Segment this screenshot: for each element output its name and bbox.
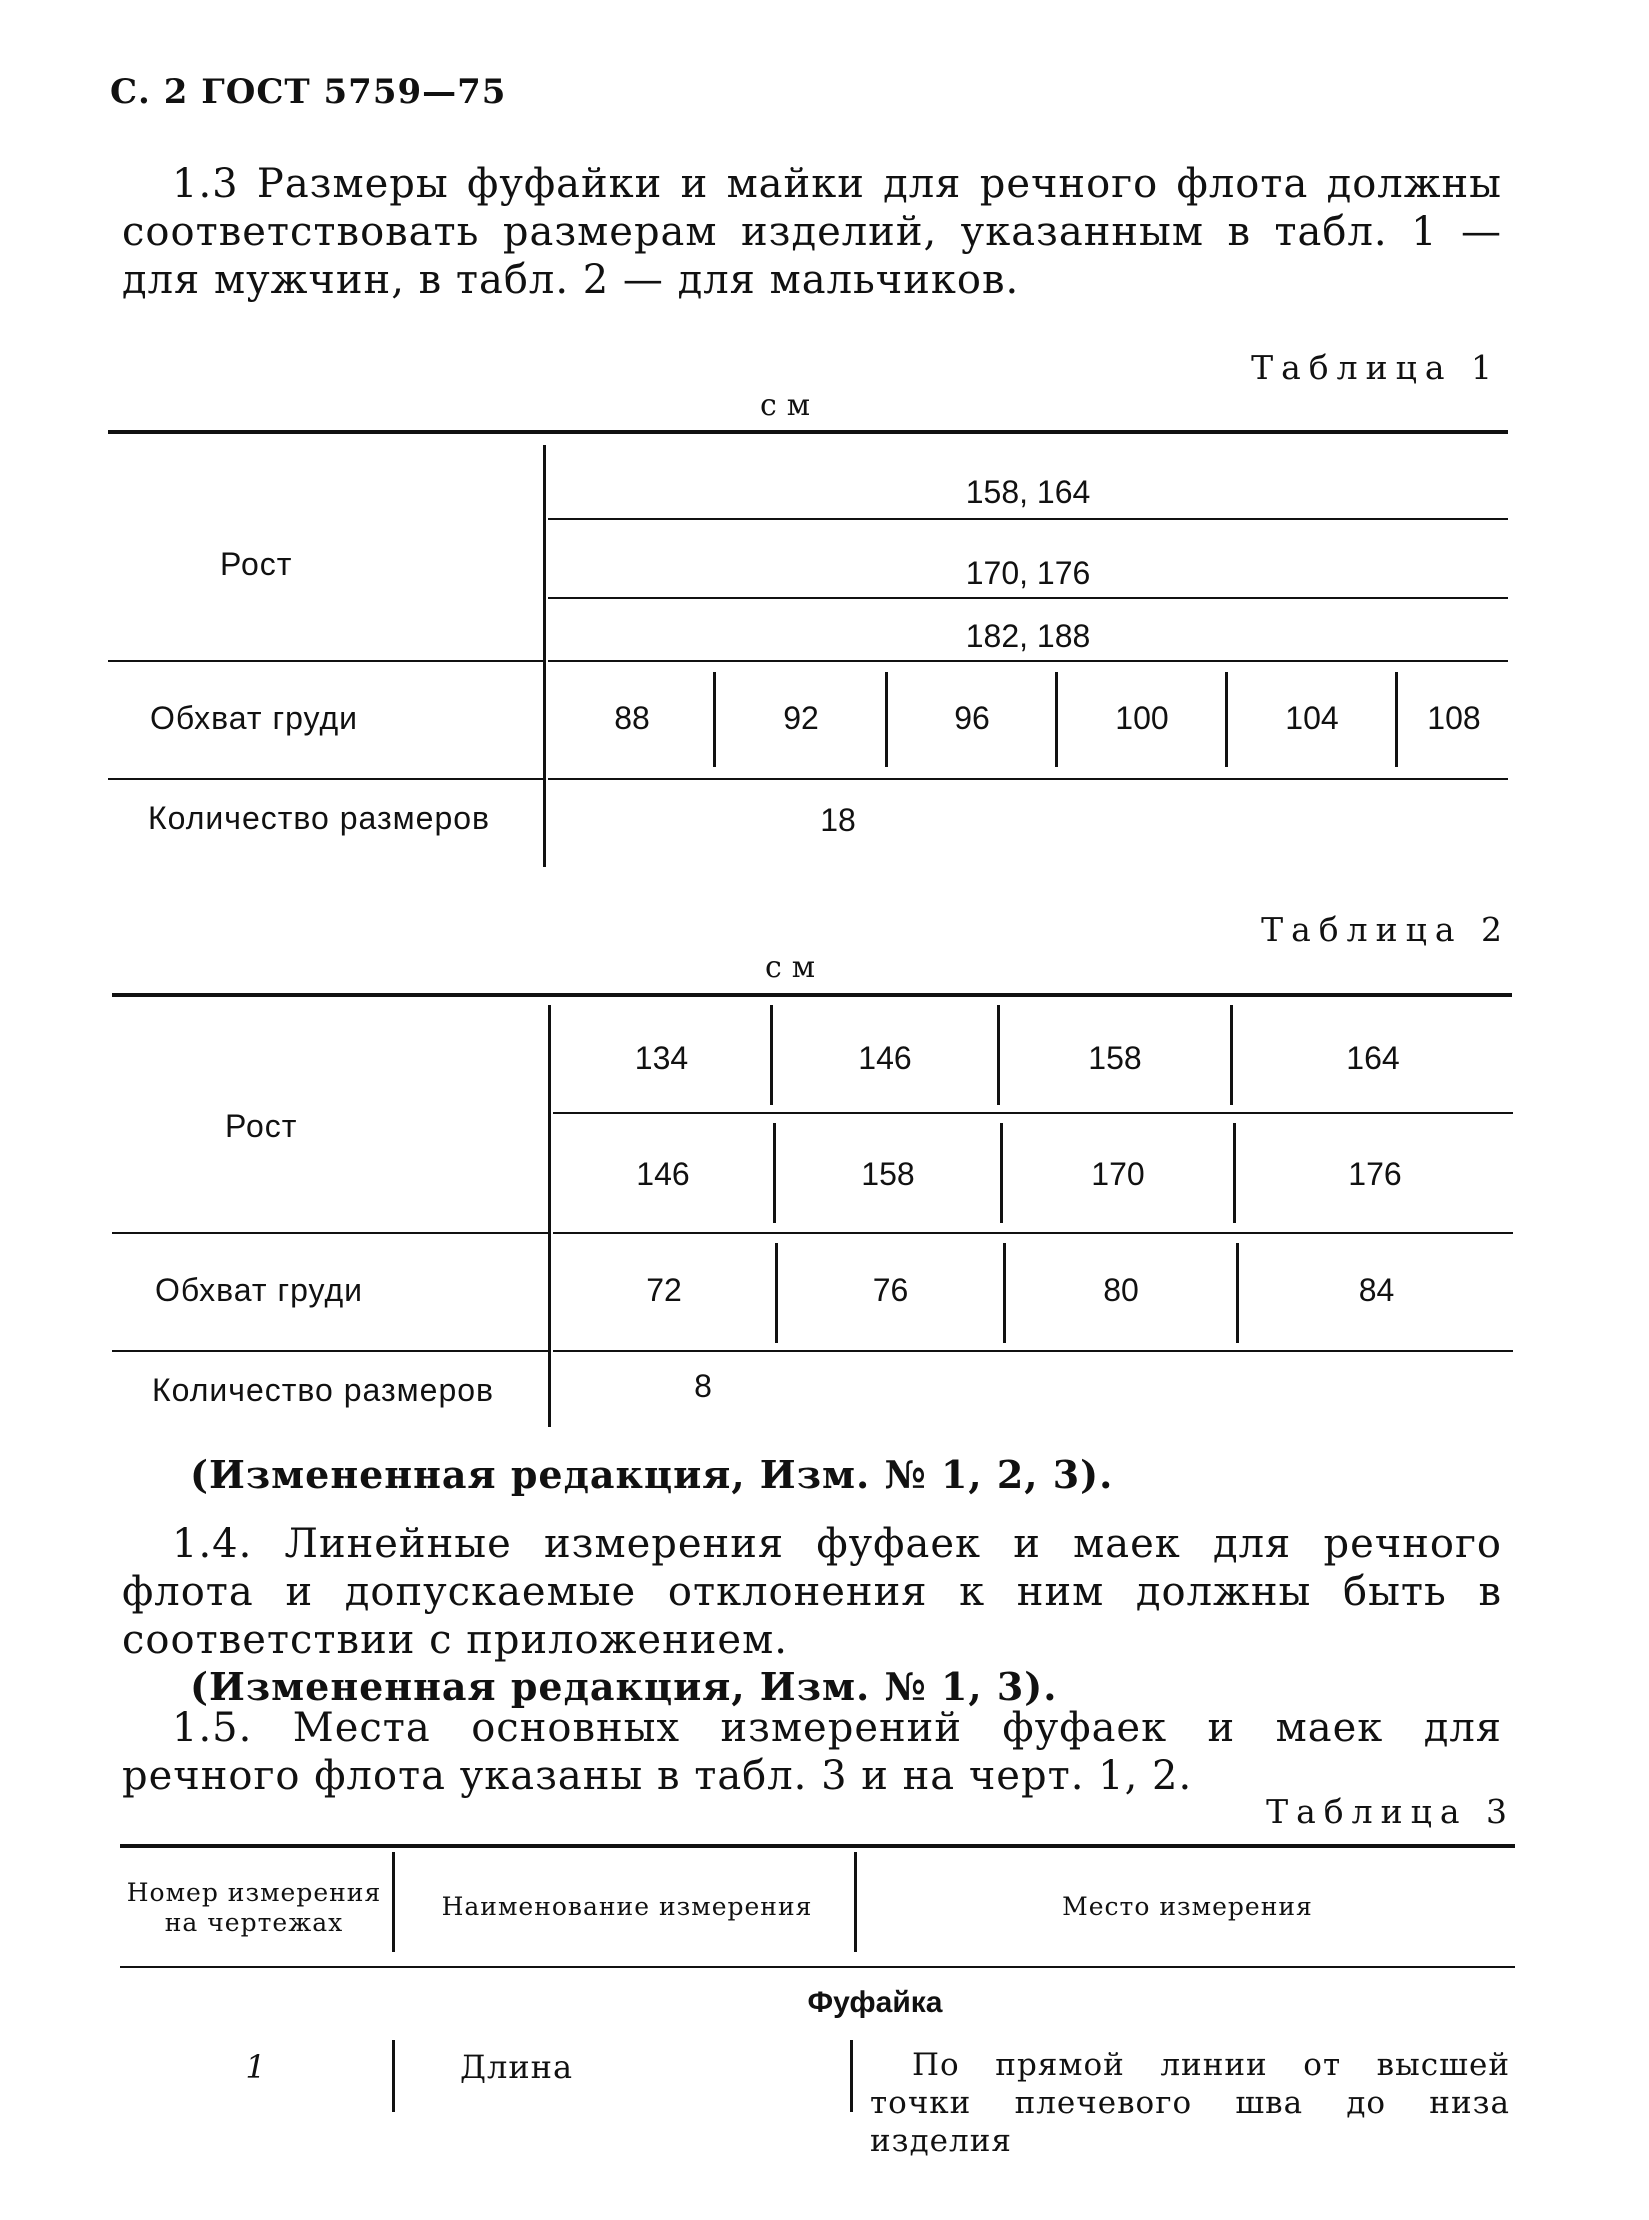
table-2-height-cell: 134 (634, 1040, 689, 1076)
table-1-height-cell: 182, 188 (965, 618, 1091, 654)
table-1-height-label: Рост (220, 546, 293, 582)
table-3-header-number: Номер измерения на чертежах (126, 1878, 382, 1937)
page-header: С. 2 ГОСТ 5759—75 (110, 72, 507, 112)
paragraph-1-4: 1.4. Линейные измерения фуфаек и маек для речного флота и допускаемые отклонения к ним должны быть в соответствии с приложением. (122, 1521, 1502, 1663)
table-1-chest-cell: 88 (614, 700, 650, 736)
table-2-height-cell: 146 (858, 1040, 912, 1076)
table-2-height-cell: 170 (1091, 1156, 1145, 1192)
paragraph-1-5: 1.5. Места основных измерений фуфаек и маек для речного флота указаны в табл. 3 и на черт. 1, 2. (122, 1705, 1502, 1799)
table-1-chest-cell: 108 (1427, 700, 1481, 736)
table-1-height-cell: 158, 164 (965, 474, 1091, 510)
table-2-height-cell: 158 (1088, 1040, 1142, 1076)
table-2-chest-cell: 80 (1103, 1272, 1139, 1308)
table-1-unit: см (760, 388, 821, 423)
table-2-height-cell: 176 (1348, 1156, 1402, 1192)
table-3-header-place: Место измерения (1062, 1892, 1313, 1921)
table-2-height-cell: 164 (1346, 1040, 1400, 1076)
table-2-height-label: Рост (225, 1108, 298, 1144)
table-2-chest-cell: 76 (872, 1272, 909, 1308)
table-1-chest-cell: 100 (1115, 700, 1169, 736)
amendment-note: (Измененная редакция, Изм. № 1, 2, 3). (190, 1452, 1114, 1497)
paragraph-1-3: 1.3 Размеры фуфайки и майки для речного флота должны соответствовать размерам изделий, указанным в табл. 1 — для мужчин, в табл. 2 — для мальчиков. (122, 161, 1502, 303)
table-2-chest-cell: 72 (646, 1272, 682, 1308)
table-2-unit: см (765, 950, 826, 985)
table-1-chest-cell: 104 (1285, 700, 1339, 736)
table-1-count-value: 18 (820, 802, 856, 838)
table-1-chest-label: Обхват груди (150, 700, 359, 736)
table-1-chest-cell: 92 (783, 700, 819, 736)
table-2-caption: Таблица 2 (1261, 910, 1510, 949)
table-3-caption: Таблица 3 (1266, 1792, 1515, 1831)
table-2-chest-cell: 84 (1358, 1272, 1395, 1308)
table-2-chest-label: Обхват груди (155, 1272, 364, 1308)
table-3-header-name: Наименование измерения (441, 1892, 813, 1921)
table-2-count-value: 8 (694, 1368, 712, 1404)
table-1-chest-cell: 96 (954, 700, 990, 736)
table-2-height-cell: 146 (636, 1156, 690, 1192)
table-1-height-cell: 170, 176 (965, 555, 1091, 591)
table-3-row-number: 1 (245, 2048, 267, 2086)
amendment-note: (Измененная редакция, Изм. № 1, 3). (190, 1664, 1058, 1709)
table-1-caption: Таблица 1 (1251, 348, 1500, 387)
table-3-row-place: По прямой линии от высшей точки плечевого шва до низа изделия (870, 2047, 1510, 2159)
table-2-height-cell: 158 (861, 1156, 915, 1192)
table-3-section-title: Фуфайка (807, 1986, 943, 2019)
table-1-count-label: Количество размеров (148, 800, 491, 836)
table-3-row-name: Длина (460, 2048, 574, 2086)
table-2-count-label: Количество размеров (152, 1372, 495, 1408)
